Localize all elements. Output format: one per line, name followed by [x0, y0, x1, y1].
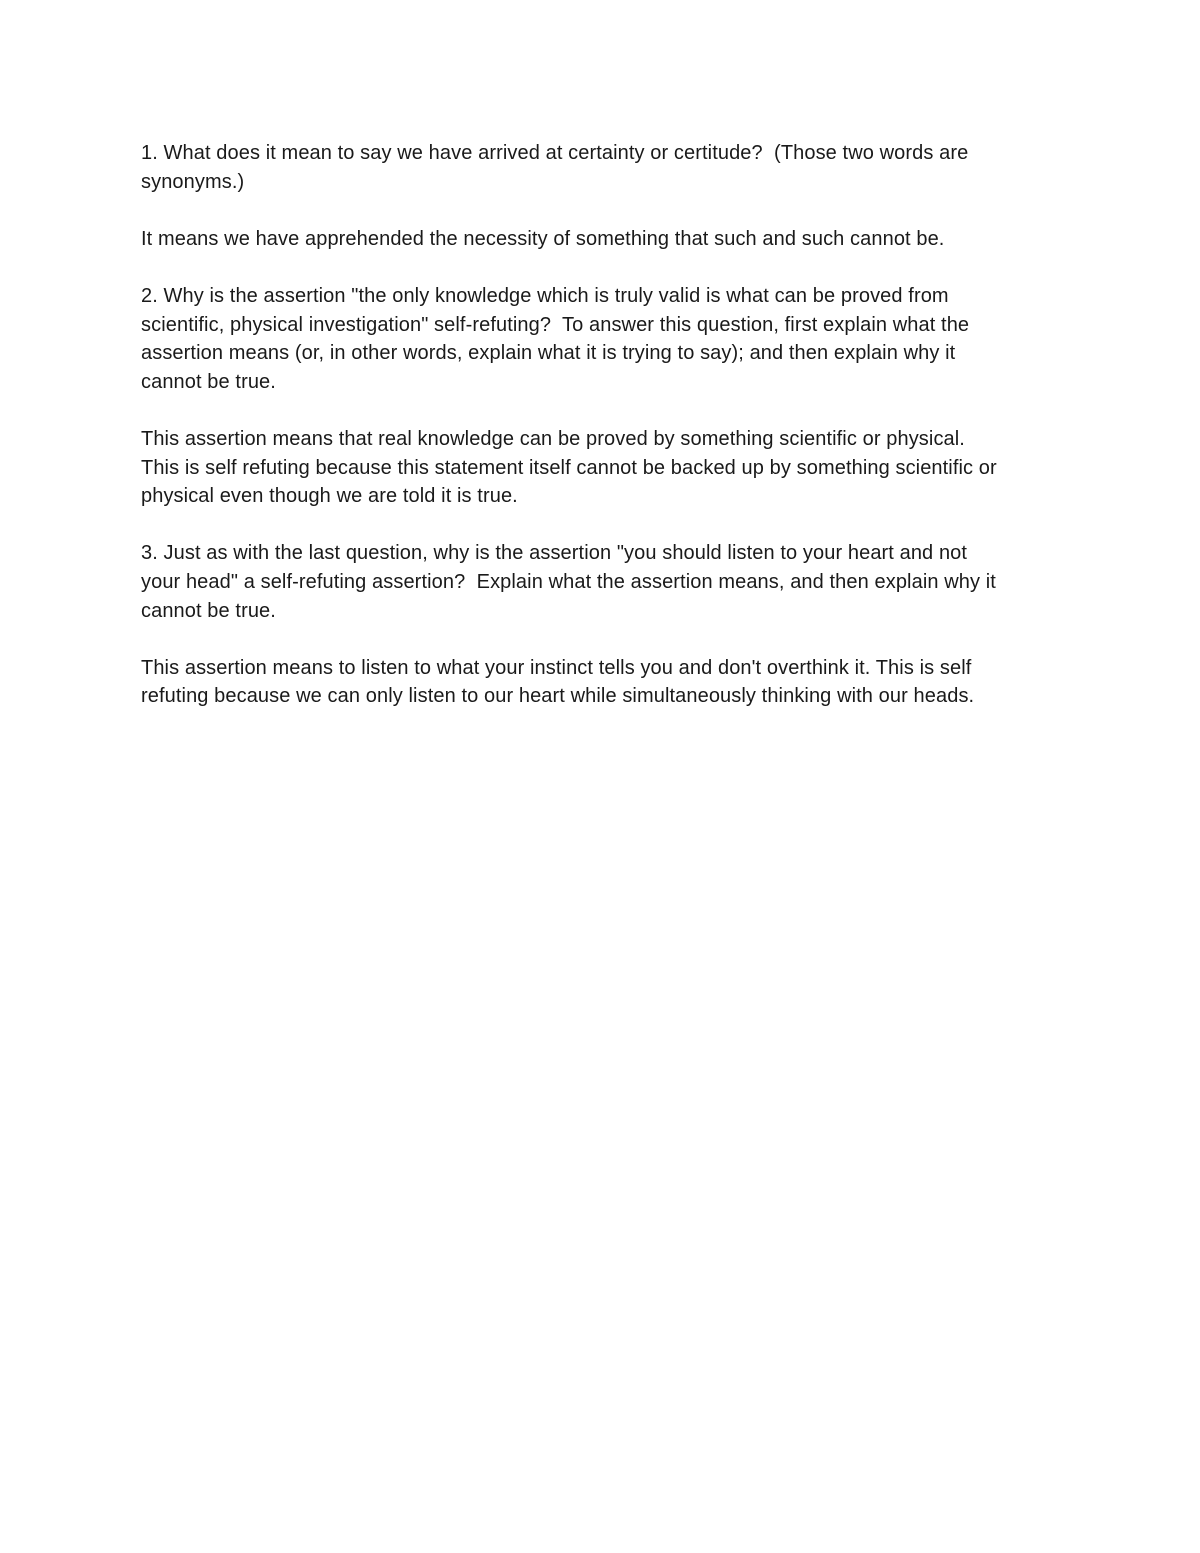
question-2-line: 2. Why is the assertion "the only knowledge which is truly valid is what can be proved from: [141, 284, 949, 307]
answer-1: [141, 225, 1071, 254]
question-1-line: synonyms.): [141, 170, 245, 193]
answer-2-line: physical even though we are told it is true.: [141, 485, 518, 508]
answer-2-line: This is self refuting because this statement itself cannot be backed up by something scientific or: [141, 456, 997, 479]
answer-2: [141, 425, 1071, 511]
question-3-line: your head" a self-refuting assertion? Explain what the assertion means, and then explain why it: [141, 570, 996, 593]
question-2-line: assertion means (or, in other words, explain what it is trying to say); and then explain why it: [141, 342, 956, 365]
question-2-line: cannot be true.: [141, 370, 276, 393]
document-body: [141, 139, 1071, 739]
question-3-line: 3. Just as with the last question, why is the assertion "you should listen to your heart and not: [141, 542, 968, 565]
answer-1-line: It means we have apprehended the necessity of something that such and such cannot be.: [141, 227, 945, 250]
question-3-line: cannot be true.: [141, 599, 276, 622]
question-1-line: 1. What does it mean to say we have arrived at certainty or certitude? (Those two words are: [141, 142, 969, 164]
question-3: [141, 539, 1071, 625]
answer-3: [141, 654, 1071, 711]
question-2-line: scientific, physical investigation" self-refuting? To answer this question, first explain what the: [141, 313, 970, 336]
answer-2-line: This assertion means that real knowledge can be proved by something scientific or physical.: [141, 427, 965, 450]
answer-3-line: This assertion means to listen to what your instinct tells you and don't overthink it. This is self: [141, 656, 972, 679]
question-2: [141, 282, 1071, 396]
answer-3-line: refuting because we can only listen to our heart while simultaneously thinking with our heads.: [141, 685, 975, 708]
question-1: [141, 139, 1071, 196]
